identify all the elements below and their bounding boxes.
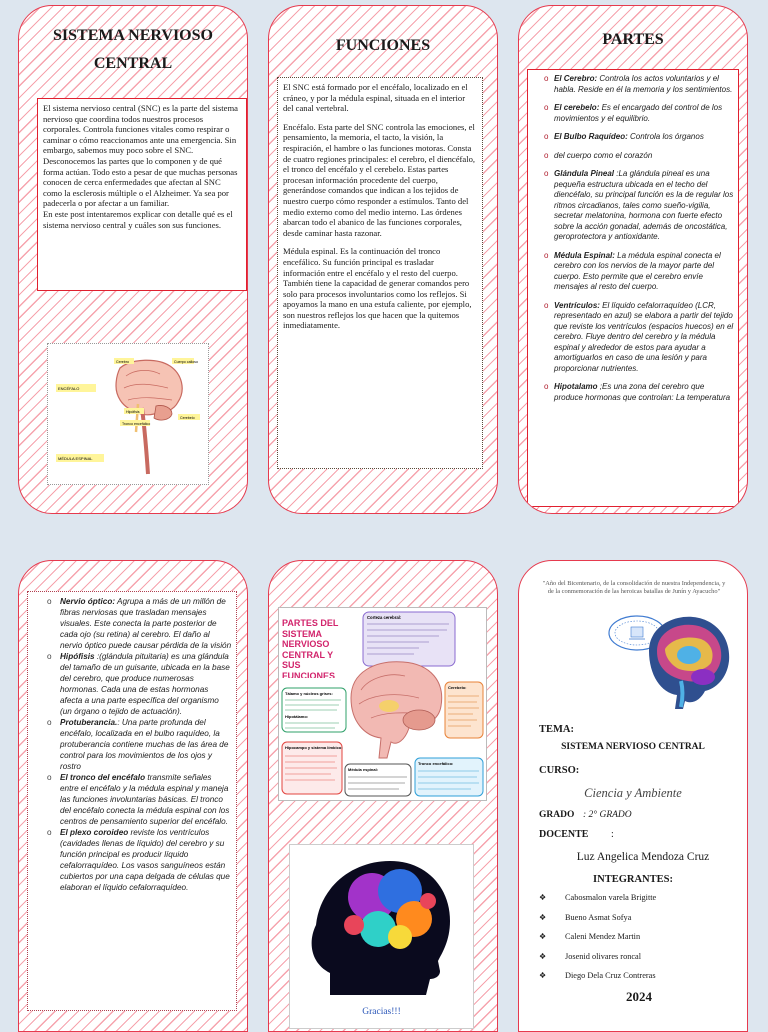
integrantes-list [537,888,737,986]
funciones-para-2: Encéfalo. Esta parte del SNC controla las emociones, el pensamiento, la memoria, el tacto, la visión, la respiración, el hambre o las funciones motoras. Consta de cuatro regiones principales: el cerebro, el diencéfalo, el tronco del encéfalo y el cerebelo. Estas partes procesan información procedente del cuerpo, generándose comandos que indican a los tejidos de nuestro cuerpo cómo responder a estímulos. Tanto del medio externo como del medio interno. Las órdenes abarcan todo el abanico de las funciones corporales, desde caminar hasta razonar. [283,121,476,238]
partes-list-box [527,69,739,507]
list-item: o El Bulbo Raquídeo: Controla los órganos [554,132,734,143]
panel-infographic [268,560,498,1032]
list-item: o El cerebelo: Es el encargado del control de los movimientos y el equilibrio. [554,103,734,124]
box-medula: Médula espinal: [348,767,379,772]
label-tronco: Tronco encefálico [122,422,151,426]
box-talamo: Tálamo y núcleos grises: [285,691,333,696]
intro-paragraph-2: En este post intentaremos explicar con detalle qué es el sistema nervioso central y cuáles son sus funciones. [43,208,233,230]
list-item: o del cuerpo como el corazón [554,151,734,162]
thanks-text: Gracias!!! [362,1007,401,1017]
year: 2024 [626,989,652,1004]
infographic-figure [279,608,486,800]
panel-intro [18,5,248,514]
panel-cover: "Año del Bicentenario, de la consolidación de nuestra Independencia, y de la conmemoración de las heroicas batallas de Junín y Ayacucho" TEMA: SISTEMA NERVIOSO CENTRAL CURSO: Ciencia y Ambiente GRADO : 2° GRADO DOCENTE : Luz Angelica Mendoza Cruz INTEGRANTES: ❖ Cabosmalon varela Brigitte ❖ Bueno Asmat Sofya ❖ Caleni Mendez Martin ❖ Josenid olivares roncal ❖ Diego Dela Cruz Contreras 2024 [518,560,748,1032]
box-tronco: Tronco encefálico: [418,761,454,766]
brain-mri-figure [631,611,737,711]
list-item: o Médula Espinal: La médula espinal conecta el cerebro con los nervios de la mayor parte del cuerpo. Esto permite que el cerebro envíe mensajes al resto del cuerpo. [554,251,734,293]
panel-funciones [268,5,498,514]
brain-diagram [47,343,209,485]
list-item: o Nervio óptico: Agrupa a más de un millón de fibras nerviosas que trasladan mensajes visuales. Este conecta la parte posterior de cada ojo (su retina) al cerebro. El daño al nervio óptico puede causar pérdida de la visión [60,596,232,651]
box-corteza: Corteza cerebral: [367,615,402,620]
integrantes-label: INTEGRANTES: [593,874,673,885]
partes-list [544,74,734,403]
partes-2-list [46,596,232,893]
funciones-para-1: El SNC está formado por el encéfalo, localizado en el cráneo, y por la médula espinal, situada en el interior del canal vertebral. [283,82,468,114]
docente-label: DOCENTE [539,829,589,840]
grado-value: : 2° GRADO [583,810,632,820]
tema-label: TEMA: [539,724,574,735]
curso-value: Ciencia y Ambiente [584,786,682,800]
partes-title: PARTES [602,31,664,48]
funciones-para-3: Médula espinal. Es la continuación del tronco encefálico. Su función principal es trasladar información entre el encéfalo y el resto del cuerpo. También tiene la capacidad de generar comandos pero solo para procesos involuntarios como los reflejos. Si apoyamos la mano en una estufa caliente, por ejemplo, son nuestros reflejos los que hacen que la quitemos inmediatamente. [283,246,472,331]
list-item: o Hipófisis :(glándula pituitaria) es una glándula del tamaño de un guisante, ubicada en la base del cerebro, que produce numerosas hormonas. Cada una de estas hormonas afecta a una parte específica del organismo (un órgano o tejido de actuación). [60,651,232,717]
box-hipocampo: Hipocampo y sistema límbico: [285,745,343,750]
funciones-title: FUNCIONES [335,37,431,54]
label-cuerpo-calloso: Cuerpo calloso [174,360,198,364]
intro-paragraph: El sistema nervioso central (SNC) es la parte del sistema nervioso que coordina todos nuestros procesos corporales. Controla funciones vitales como respirar o caminar o cómo reaccionamos ante una emergencia. Sin embargo, sabemos muy poco sobre el SNC. Desconocemos las partes que lo componen y de qué forma actúan. Todo esto a pesar de que muchas personas conocen de cerca enfermedades que afectan al SNC como la esclerosis múltiple o el Alzheimer. Ya sea por padecerla o por afectar a un familiar. [43,103,238,209]
grado-label: GRADO [539,810,575,820]
box-cerebelo: Cerebelo: [448,685,467,690]
bicentenario-quote: "Año del Bicentenario, de la consolidación de nuestra Independencia, y de la conmemoración de las heroicas batallas de Junín y Ayacucho" [542,580,726,595]
intro-text-box [37,98,247,291]
head-illustration [289,844,474,1029]
brain-mri-image [631,611,737,711]
list-item: ❖ Diego Dela Cruz Contreras [537,966,737,986]
list-item: ❖ Josenid olivares roncal [537,947,737,967]
list-item: o Ventrículos: El líquido cefalorraquídeo (LCR, representado en azul) se elabora a partir del tejido que reviste los ventrículos (espacios huecos) en el cerebro. Fluye dentro del cerebro y la médula espinal y alrededor de estos para ayudar a amortiguarlos en caso de una lesión y para proporcionar nutrientes. [554,301,734,375]
infographic-title: PARTES DEL SISTEMA NERVIOSO CENTRAL Y SUS FUNCIONES [282,618,339,678]
list-item: o Glándula Pineal :La glándula pineal es una pequeña estructura ubicada en el techo del diencéfalo, su principal función es la de regular los ritmos circadianos, tales como sueño-vigilia, secretar melatonina, hormona con fuerte efecto sobre la acción gonadal, además de oncostática, geroprotectora y antioxidante. [554,169,734,243]
box-hipotalamo: Hipotálamo: [285,714,309,719]
list-item: o El plexo coroideo reviste los ventrículos (cavidades llenas de líquido) del cerebro y su función principal es producir líquido cefalorraquídeo. Los vasos sanguíneos están cubiertos por una capa delgada de células que elaboran el líquido cefalorraquídeo. [60,827,232,893]
list-item: o Protuberancia.: Una parte profunda del encéfalo, localizada en el bulbo raquídeo, la protuberancia contiene muchas de las área de control para los movimientos de los ojos y rostro [60,717,232,772]
tema-value: SISTEMA NERVIOSO CENTRAL [561,742,705,752]
label-cerebro: Cerebro [116,360,129,364]
list-item: ❖ Cabosmalon varela Brigitte [537,888,737,908]
panel-title-line1: SISTEMA NERVIOSO [53,27,213,44]
list-item: ❖ Bueno Asmat Sofya [537,908,737,928]
infographic [278,607,487,801]
funciones-text-box [277,77,483,469]
brain-diagram-figure [48,344,208,484]
partes-2-list-box [27,591,237,1011]
list-item: o El tronco del encéfalo transmite señales entre el encéfalo y la médula espinal y maneja las funciones involuntarias básicas. El tronco del encéfalo conecta la médula espinal con los centros de pensamiento superior del encéfalo. [60,772,232,827]
curso-label: CURSO: [539,765,580,776]
list-item: o El Cerebro: Controla los actos voluntarios y el habla. Reside en él la memoria y los sentimientos. [554,74,734,95]
label-medula: MÉDULA ESPINAL [58,456,93,461]
label-encefalo: ENCÉFALO [58,386,80,391]
head-illustration-figure [290,845,473,1005]
label-hipofisis: Hipófisis [126,410,140,414]
panel-title-line2: CENTRAL [93,55,173,72]
list-item: o Hipotalamo ;Es una zona del cerebro que produce hormonas que controlan: La temperatura [554,382,734,403]
panel-partes [518,5,748,514]
panel-partes-2 [18,560,248,1032]
label-cerebelo: Cerebelo [180,416,195,420]
list-item: ❖ Caleni Mendez Martin [537,927,737,947]
docente-value: Luz Angelica Mendoza Cruz [576,851,710,863]
